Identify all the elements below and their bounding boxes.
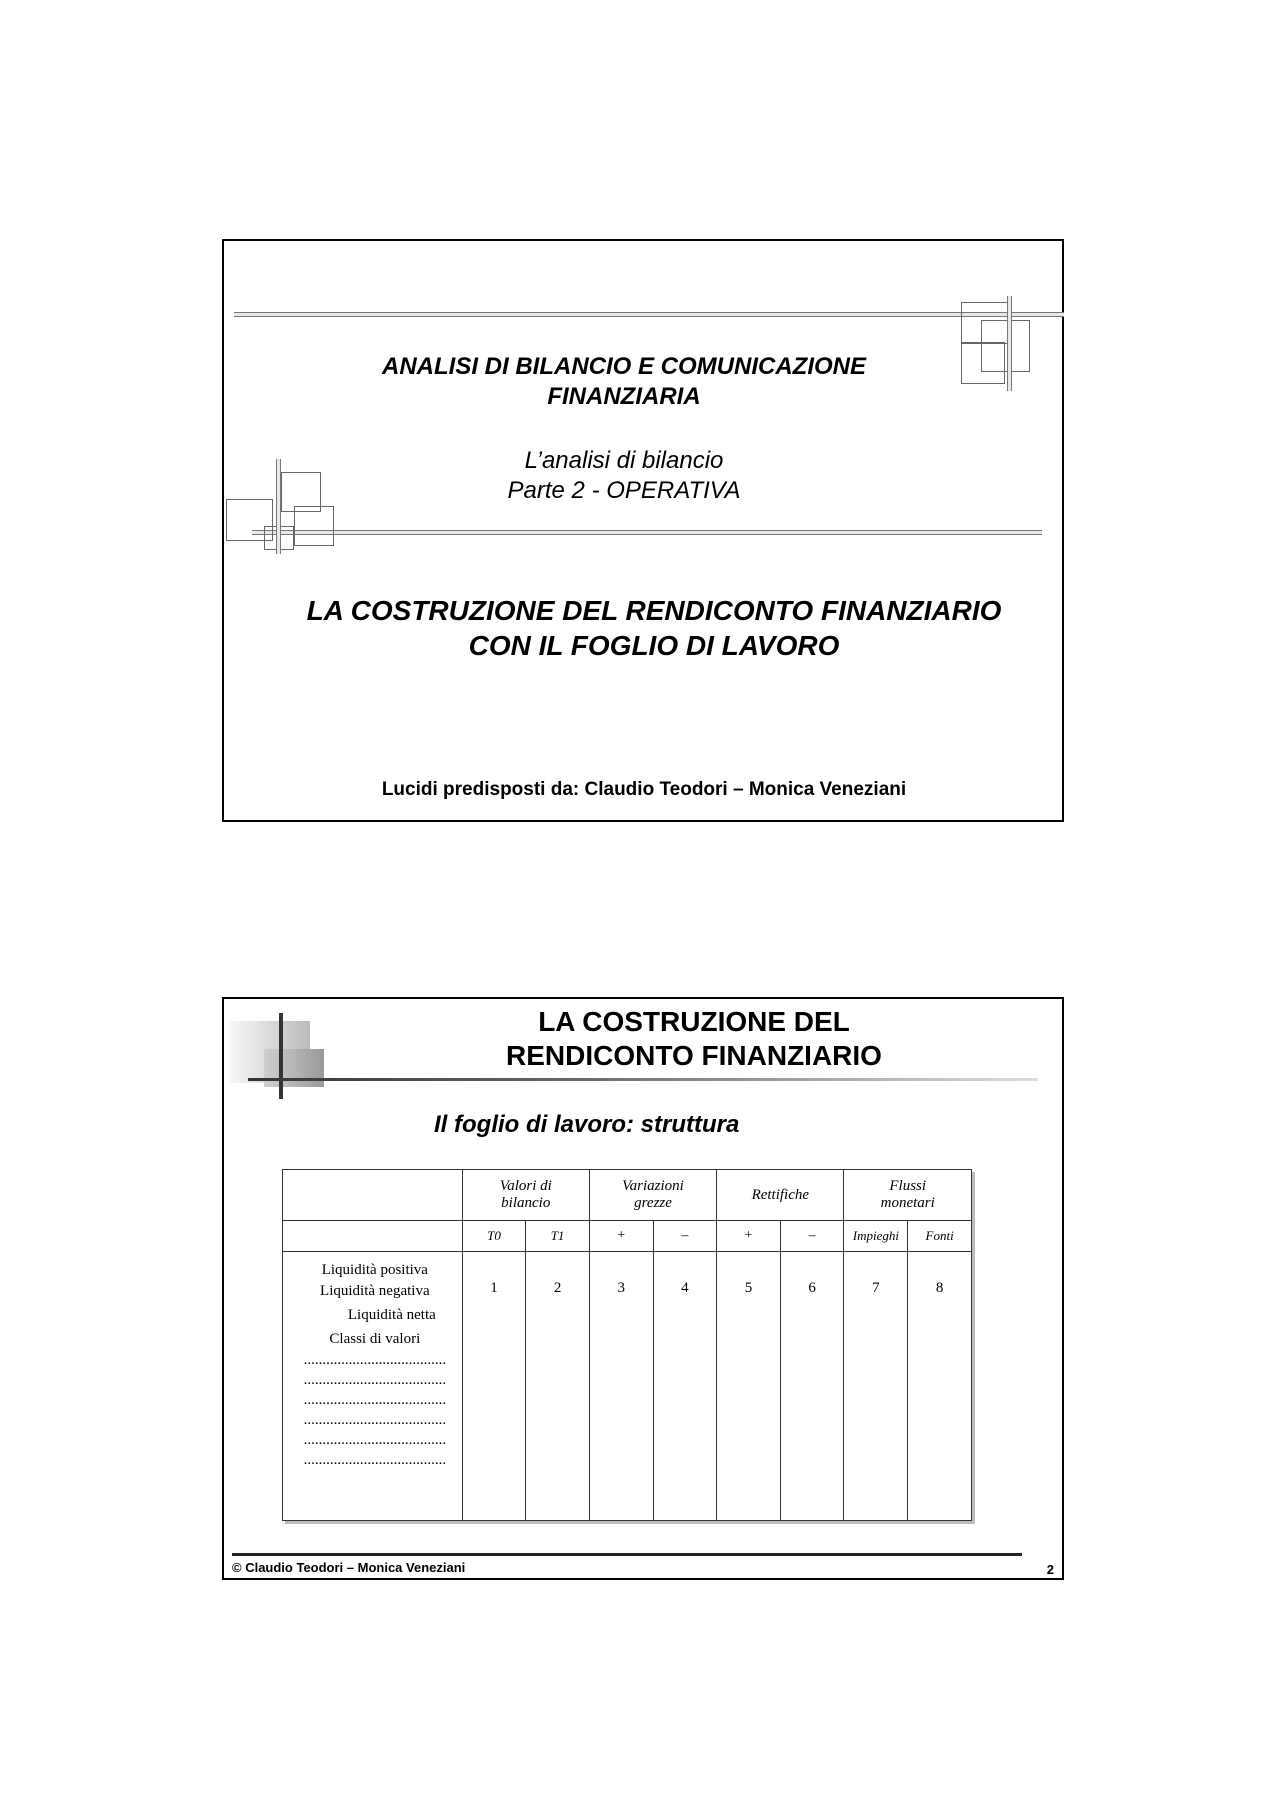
- column-number: 2: [526, 1252, 590, 1521]
- header-valori: [462, 1170, 589, 1221]
- column-number: 6: [780, 1252, 844, 1521]
- subheader-plus: +: [717, 1221, 781, 1252]
- footer-copyright: © Claudio Teodori – Monica Veneziani: [232, 1560, 466, 1575]
- column-number: 1: [462, 1252, 526, 1521]
- decor-gradient-block: [264, 1049, 324, 1087]
- subheader-plus: +: [589, 1221, 653, 1252]
- row-labels-cell: [283, 1252, 463, 1521]
- subheader-empty-cell: [283, 1221, 463, 1252]
- column-number: 5: [717, 1252, 781, 1521]
- header-empty-cell: [283, 1170, 463, 1221]
- worksheet-slide: [222, 997, 1064, 1580]
- topic-title-line1: LA COSTRUZIONE DEL RENDICONTO FINANZIARIO: [306, 595, 1002, 626]
- top-decor-line: [234, 312, 1064, 317]
- subheader-minus: –: [780, 1221, 844, 1252]
- worksheet-table: [282, 1169, 972, 1521]
- header-flussi: [844, 1170, 972, 1221]
- course-title: [224, 352, 1024, 412]
- column-number: 7: [844, 1252, 908, 1521]
- header-rettifiche: Rettifiche: [717, 1170, 844, 1221]
- subtitle: [224, 446, 1024, 506]
- decor-vertical-bar: [279, 1013, 283, 1099]
- topic-title-line2: CON IL FOGLIO DI LAVORO: [468, 630, 840, 661]
- placeholder-dots: ......................................: [303, 1412, 447, 1428]
- label-liquidita-negativa: Liquidità negativa: [320, 1283, 430, 1299]
- subtitle-line1: L’analisi di bilancio: [524, 447, 724, 474]
- subheader-fonti: Fonti: [908, 1221, 972, 1252]
- header-variazioni-line2: grezze: [634, 1195, 672, 1211]
- decor-horizontal-bar: [248, 1078, 1038, 1081]
- placeholder-dots: ......................................: [303, 1392, 447, 1408]
- bottom-decor-line: [252, 530, 1042, 535]
- subheader-t1: T1: [526, 1221, 590, 1252]
- subheader-minus: –: [653, 1221, 717, 1252]
- footer-rule: [232, 1553, 1022, 1556]
- page-number: 2: [1046, 1562, 1054, 1577]
- topic-title: [244, 593, 1064, 663]
- header-variazioni-line1: Variazioni: [622, 1178, 684, 1194]
- header-valori-line1: Valori di: [499, 1178, 552, 1194]
- label-liquidita-netta: Liquidità netta: [347, 1307, 436, 1323]
- slide-title-line1: LA COSTRUZIONE DEL: [538, 1006, 850, 1037]
- header-flussi-line2: monetari: [880, 1195, 935, 1211]
- column-number: 8: [908, 1252, 972, 1521]
- subheader-impieghi: Impieghi: [844, 1221, 908, 1252]
- column-number: 4: [653, 1252, 717, 1521]
- course-title-line2: FINANZIARIA: [547, 383, 701, 410]
- placeholder-dots: ......................................: [303, 1372, 447, 1388]
- column-number: 3: [589, 1252, 653, 1521]
- slide-title: [344, 1005, 1044, 1073]
- decor-square: [294, 506, 334, 546]
- placeholder-dots: ......................................: [303, 1452, 447, 1468]
- subheader-t0: T0: [462, 1221, 526, 1252]
- course-title-line1: ANALISI DI BILANCIO E COMUNICAZIONE: [382, 353, 866, 380]
- placeholder-dots: ......................................: [303, 1352, 447, 1368]
- header-valori-line2: bilancio: [501, 1195, 551, 1211]
- slide-subtitle: Il foglio di lavoro: struttura: [434, 1111, 740, 1138]
- label-classi-di-valori: Classi di valori: [329, 1331, 421, 1347]
- slide-title-line2: RENDICONTO FINANZIARIO: [506, 1040, 882, 1071]
- title-slide: [222, 239, 1064, 822]
- header-flussi-line1: Flussi: [889, 1178, 927, 1194]
- subtitle-line2: Parte 2 - OPERATIVA: [507, 477, 741, 504]
- placeholder-dots: ......................................: [303, 1432, 447, 1448]
- header-variazioni: [589, 1170, 716, 1221]
- label-liquidita-positiva: Liquidità positiva: [321, 1262, 428, 1278]
- credits: Lucidi predisposti da: Claudio Teodori – Monica Veneziani: [381, 779, 907, 800]
